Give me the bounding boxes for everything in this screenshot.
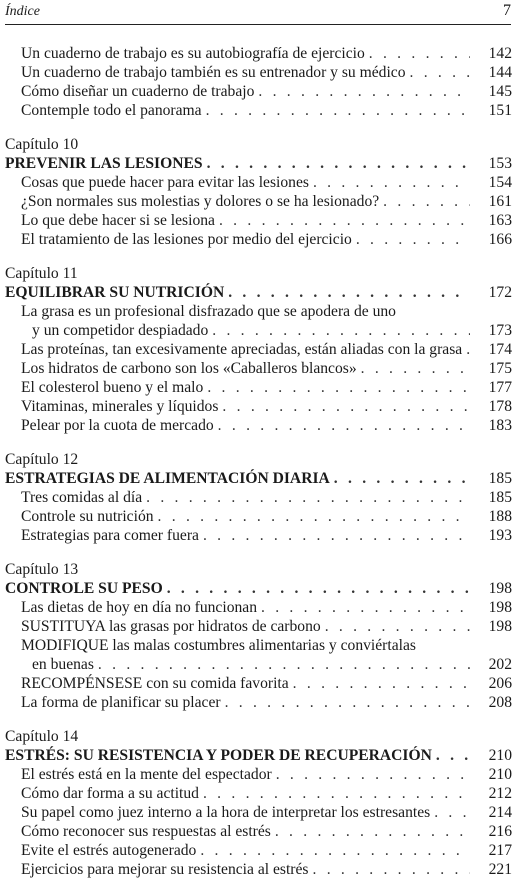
running-head-title: Índice bbox=[5, 4, 40, 19]
chapter-title-label: CONTROLE SU PESO bbox=[5, 580, 163, 597]
toc-entry-label: Controle su nutrición bbox=[21, 508, 154, 525]
toc-entry bbox=[0, 841, 515, 860]
toc-entry bbox=[0, 101, 515, 120]
chapter-heading-label: Capítulo 11 bbox=[5, 265, 78, 282]
toc-entry bbox=[0, 674, 515, 693]
toc-entry bbox=[0, 378, 515, 397]
toc-entry-page: 221 bbox=[488, 861, 512, 878]
chapter-title bbox=[0, 154, 515, 173]
dot-leader bbox=[207, 154, 470, 173]
toc-entry-page: 175 bbox=[488, 360, 512, 377]
toc-entry-page: 174 bbox=[488, 341, 512, 358]
toc-entry-label: Su papel como juez interno a la hora de interpretar los estresantes bbox=[21, 804, 431, 821]
chapter-title bbox=[0, 579, 515, 598]
chapter-heading bbox=[0, 450, 515, 469]
toc-entry-page: 142 bbox=[488, 45, 512, 62]
dot-leader bbox=[200, 841, 470, 860]
chapter-title bbox=[0, 746, 515, 765]
dot-leader bbox=[356, 230, 470, 249]
toc-entry-page: 198 bbox=[488, 618, 512, 635]
toc-entry-page: 144 bbox=[488, 64, 512, 81]
toc-entry-label: Lo que debe hacer si se lesiona bbox=[21, 212, 215, 229]
chapter-heading bbox=[0, 727, 515, 746]
toc-entry bbox=[0, 230, 515, 249]
chapter-title bbox=[0, 469, 515, 488]
toc-entry-page: 183 bbox=[488, 417, 512, 434]
toc-entry bbox=[0, 693, 515, 712]
toc-entry-label: Cosas que puede hacer para evitar las lesiones bbox=[21, 174, 309, 191]
section-gap bbox=[0, 249, 515, 264]
chapter-title-label: ESTRATEGIAS DE ALIMENTACIÓN DIARIA bbox=[5, 470, 330, 487]
toc-entry bbox=[0, 211, 515, 230]
toc-entry-label: Los hidratos de carbono son los «Caballeros blancos» bbox=[21, 360, 357, 377]
chapter-heading bbox=[0, 264, 515, 283]
toc-entry bbox=[0, 636, 515, 655]
dot-leader bbox=[203, 784, 470, 803]
toc-entry-page: 193 bbox=[488, 527, 512, 544]
toc-entry-page: 151 bbox=[488, 102, 512, 119]
chapter-title-label: ESTRÉS: SU RESISTENCIA Y PODER DE RECUPERACIÓN bbox=[5, 747, 432, 764]
dot-leader bbox=[167, 579, 470, 598]
toc-entry-label: Cómo reconocer sus respuestas al estrés bbox=[21, 823, 271, 840]
toc-entry bbox=[0, 822, 515, 841]
chapter-title-page: 153 bbox=[488, 155, 512, 172]
chapter-heading bbox=[0, 135, 515, 154]
toc-entry bbox=[0, 63, 515, 82]
toc-entry bbox=[0, 598, 515, 617]
toc-entry-continuation-label: y un competidor despiadado bbox=[32, 322, 209, 339]
toc-entry-label: La grasa es un profesional disfrazado que se apodera de uno bbox=[21, 303, 396, 320]
dot-leader bbox=[261, 598, 470, 617]
running-head bbox=[5, 2, 511, 25]
dot-leader bbox=[158, 507, 470, 526]
dot-leader bbox=[219, 211, 470, 230]
toc-entry-label: Un cuaderno de trabajo también es su entrenador y su médico bbox=[21, 64, 406, 81]
toc-entry-page: 185 bbox=[488, 489, 512, 506]
section-gap bbox=[0, 435, 515, 450]
toc-entry-label: Tres comidas al día bbox=[21, 489, 143, 506]
toc-entry-label: El colesterol bueno y el malo bbox=[21, 379, 204, 396]
toc-entry-label: Un cuaderno de trabajo es su autobiografía de ejercicio bbox=[21, 45, 365, 62]
dot-leader bbox=[383, 192, 470, 211]
toc-entry-page: 217 bbox=[488, 842, 512, 859]
toc-entry bbox=[0, 173, 515, 192]
dot-leader bbox=[207, 378, 470, 397]
toc-entry-continuation bbox=[0, 321, 515, 340]
toc-entry-label: Las dietas de hoy en día no funcionan bbox=[21, 599, 258, 616]
chapter-title bbox=[0, 283, 515, 302]
toc-entry-label: Cómo diseñar un cuaderno de trabajo bbox=[21, 83, 255, 100]
dot-leader bbox=[293, 674, 470, 693]
dot-leader bbox=[98, 655, 470, 674]
dot-leader bbox=[258, 82, 470, 101]
toc-entry-label: RECOMPÉNSESE con su comida favorita bbox=[21, 675, 289, 692]
toc-entry-label: Estrategias para comer fuera bbox=[21, 527, 199, 544]
dot-leader bbox=[313, 860, 471, 879]
toc-entry-continuation bbox=[0, 655, 515, 674]
toc-entry-label: El estrés está en la mente del espectador bbox=[21, 766, 272, 783]
toc-entry-page: 161 bbox=[488, 193, 512, 210]
toc-entry-page: 188 bbox=[488, 508, 512, 525]
toc-entry-page: 216 bbox=[488, 823, 512, 840]
dot-leader bbox=[228, 283, 470, 302]
toc-entry-continuation-page: 202 bbox=[488, 656, 512, 673]
toc-entry bbox=[0, 526, 515, 545]
dot-leader bbox=[410, 63, 470, 82]
dot-leader bbox=[225, 693, 470, 712]
toc-entry-page: 198 bbox=[488, 599, 512, 616]
toc-entry bbox=[0, 617, 515, 636]
dot-leader bbox=[313, 173, 470, 192]
toc-entry-label: Ejercicios para mejorar su resistencia al estrés bbox=[21, 861, 309, 878]
toc-entry bbox=[0, 192, 515, 211]
toc-entry-label: Cómo dar forma a su actitud bbox=[21, 785, 199, 802]
dot-leader bbox=[206, 101, 470, 120]
dot-leader bbox=[275, 822, 470, 841]
dot-leader bbox=[369, 44, 470, 63]
dot-leader bbox=[325, 617, 470, 636]
toc-entry-continuation-label: en buenas bbox=[32, 656, 94, 673]
toc-entry bbox=[0, 82, 515, 101]
chapter-heading bbox=[0, 560, 515, 579]
dot-leader bbox=[212, 321, 470, 340]
toc-entry bbox=[0, 507, 515, 526]
dot-leader bbox=[466, 340, 470, 359]
chapter-heading-label: Capítulo 13 bbox=[5, 561, 79, 578]
toc-entry bbox=[0, 340, 515, 359]
section-gap bbox=[0, 120, 515, 135]
chapter-title-label: PREVENIR LAS LESIONES bbox=[5, 155, 203, 172]
toc-entry-page: 145 bbox=[488, 83, 512, 100]
dot-leader bbox=[146, 488, 470, 507]
dot-leader bbox=[276, 765, 470, 784]
toc-entry-label: ¿Son normales sus molestias y dolores o se ha lesionado? bbox=[21, 193, 380, 210]
toc-entry bbox=[0, 765, 515, 784]
section-gap bbox=[0, 712, 515, 727]
running-head-page-number: 7 bbox=[503, 2, 511, 19]
toc-entry bbox=[0, 397, 515, 416]
toc-entry-page: 210 bbox=[488, 766, 512, 783]
toc-entry-label: Contemple todo el panorama bbox=[21, 102, 202, 119]
toc-entry-page: 154 bbox=[488, 174, 512, 191]
chapter-title-label: EQUILIBRAR SU NUTRICIÓN bbox=[5, 284, 225, 301]
toc-entry bbox=[0, 860, 515, 879]
dot-leader bbox=[436, 746, 470, 765]
dot-leader bbox=[434, 803, 470, 822]
toc-entry bbox=[0, 44, 515, 63]
toc-entry-label: Evite el estrés autogenerado bbox=[21, 842, 197, 859]
dot-leader bbox=[334, 469, 470, 488]
toc-entry-continuation-page: 173 bbox=[488, 322, 512, 339]
toc-entry-page: 177 bbox=[488, 379, 512, 396]
toc-entry bbox=[0, 302, 515, 321]
toc-entry bbox=[0, 359, 515, 378]
chapter-heading-label: Capítulo 10 bbox=[5, 136, 79, 153]
section-gap bbox=[0, 545, 515, 560]
toc-entry bbox=[0, 416, 515, 435]
toc-entry bbox=[0, 803, 515, 822]
dot-leader bbox=[222, 397, 470, 416]
toc-entry-page: 178 bbox=[488, 398, 512, 415]
toc-entry bbox=[0, 488, 515, 507]
toc-entry-label: Pelear por la cuota de mercado bbox=[21, 417, 214, 434]
chapter-title-page: 185 bbox=[488, 470, 512, 487]
toc-entry bbox=[0, 784, 515, 803]
toc-entry-label: La forma de planificar su placer bbox=[21, 694, 221, 711]
toc-entry-page: 166 bbox=[488, 231, 512, 248]
toc-entry-label: MODIFIQUE las malas costumbres alimentarias y conviértalas bbox=[21, 637, 416, 654]
toc-entry-label: SUSTITUYA las grasas por hidratos de carbono bbox=[21, 618, 321, 635]
toc-entry-label: Vitaminas, minerales y líquidos bbox=[21, 398, 219, 415]
toc-entry-page: 212 bbox=[488, 785, 512, 802]
dot-leader bbox=[218, 416, 470, 435]
chapter-title-page: 210 bbox=[488, 747, 512, 764]
toc-entry-page: 208 bbox=[488, 694, 512, 711]
toc-entry-page: 163 bbox=[488, 212, 512, 229]
chapter-heading-label: Capítulo 12 bbox=[5, 451, 79, 468]
toc-entry-page: 206 bbox=[488, 675, 512, 692]
toc-entry-page: 214 bbox=[488, 804, 512, 821]
chapter-heading-label: Capítulo 14 bbox=[5, 728, 79, 745]
toc-entry-label: El tratamiento de las lesiones por medio del ejercicio bbox=[21, 231, 352, 248]
chapter-title-page: 198 bbox=[488, 580, 512, 597]
dot-leader bbox=[203, 526, 470, 545]
toc-entry-label: Las proteínas, tan excesivamente apreciadas, están aliadas con la grasa bbox=[21, 341, 463, 358]
chapter-title-page: 172 bbox=[488, 284, 512, 301]
dot-leader bbox=[361, 359, 470, 378]
table-of-contents bbox=[0, 44, 515, 879]
